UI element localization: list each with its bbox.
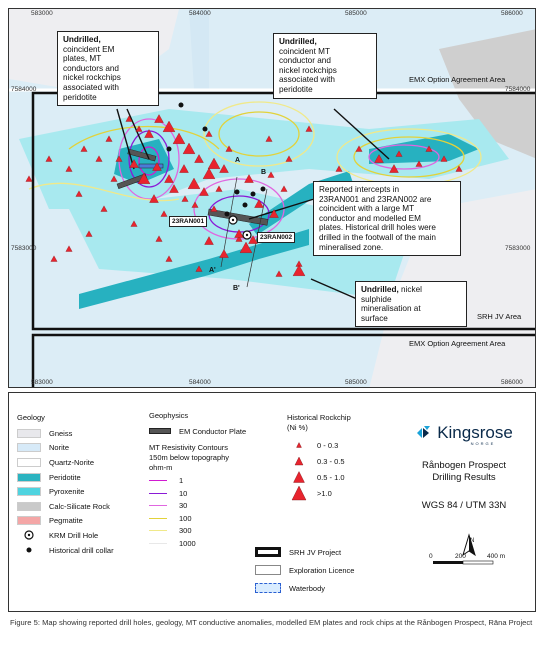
geology-swatch xyxy=(17,487,41,496)
legend-historical-collar xyxy=(17,543,114,558)
mt-contour-label: 1000 xyxy=(179,538,196,548)
mt-contour-swatch xyxy=(149,505,167,506)
legend-srh-jv xyxy=(255,543,354,561)
callout-undrilled-nickel-sulphide xyxy=(355,281,467,327)
rockchip-triangle-icon xyxy=(287,437,311,453)
coord-top-585000: 585000 xyxy=(345,10,367,17)
callout-undrilled-em-plates xyxy=(57,31,159,106)
legend-geology-item xyxy=(17,441,114,456)
figure-caption: Figure 5: Map showing reported drill holes, geology, MT conductive anomalies, modelled EM plates and rock chips at the Rånbogen Prospect, Rāna Project xyxy=(10,618,533,627)
legend-em-plate xyxy=(149,424,289,439)
callout-1-line: coincident EM xyxy=(63,44,115,54)
scale-bar-seg xyxy=(433,561,463,564)
coord-top-583000: 583000 xyxy=(31,10,53,17)
legend-mt-contour xyxy=(149,525,289,538)
kingsrose-logo xyxy=(399,423,529,443)
scale-label-200: 200 xyxy=(455,553,466,560)
waterbody-swatch xyxy=(255,583,281,593)
emx-option-label-bottom: EMX Option Agreement Area xyxy=(409,339,506,348)
mt-contour-swatch xyxy=(149,480,167,481)
mt-contour-label: 30 xyxy=(179,501,188,511)
mt-title-line: ohm-m xyxy=(149,462,173,472)
legend-mt-contour xyxy=(149,475,289,488)
mt-contour-swatch xyxy=(149,493,167,494)
callout-4-bold: Undrilled, xyxy=(361,285,399,294)
section-label-a: A xyxy=(235,157,241,164)
callout-1-line: associated with xyxy=(63,82,119,92)
exploration-swatch xyxy=(255,565,281,575)
mt-title xyxy=(149,443,289,473)
emx-option-label-top: EMX Option Agreement Area xyxy=(409,75,506,84)
callout-1-line: plates, MT xyxy=(63,54,102,64)
coord-top-584000: 584000 xyxy=(189,10,211,17)
rockchip-triangle-icon xyxy=(287,453,311,469)
coord-left-7584000: 7584000 xyxy=(11,86,37,93)
geology-swatch xyxy=(17,458,41,467)
rockchip-title xyxy=(287,413,351,433)
callout-2-line: coincident MT xyxy=(279,46,330,56)
mt-title-line: MT Resistivity Contours xyxy=(149,442,229,452)
coord-right-7584000: 7584000 xyxy=(505,86,531,93)
boundary-legend xyxy=(255,543,354,597)
coord-bottom-585000: 585000 xyxy=(345,379,367,386)
legend-rockchip-item xyxy=(287,485,351,501)
project-title-line: Drilling Results xyxy=(432,472,496,483)
mt-contour-label: 1 xyxy=(179,476,184,486)
exploration-label: Exploration Licence xyxy=(289,565,355,575)
callout-2-bold: Undrilled, xyxy=(279,37,317,46)
project-title-line: Rånbogen Prospect xyxy=(422,460,506,471)
crs-label: WGS 84 / UTM 33N xyxy=(421,500,507,511)
kingsrose-logo-icon xyxy=(415,425,433,441)
geology-title: Geology xyxy=(17,413,45,422)
project-title xyxy=(399,460,529,484)
legend-rockchip-item xyxy=(287,453,351,469)
geology-label: Pyroxenite xyxy=(49,487,85,497)
callout-reported-intercepts xyxy=(313,181,461,256)
legend-geology-item xyxy=(17,484,114,499)
callout-3-line: 23RAN001 and 23RAN002 are xyxy=(319,194,432,204)
legend-mt-contour xyxy=(149,512,289,525)
callout-4-line: mineralisation at xyxy=(361,304,421,314)
rockchip-label: 0 - 0.3 xyxy=(317,440,339,450)
legend-panel xyxy=(8,392,536,612)
srh-jv-label: SRH JV Project xyxy=(289,547,342,557)
callout-2-line: nickel rockchips xyxy=(279,65,337,75)
mt-contour-swatch xyxy=(149,543,167,544)
krm-hole-label: KRM Drill Hole xyxy=(49,530,99,540)
em-plate-label: EM Conductor Plate xyxy=(179,426,247,436)
geology-label: Calc-Silicate Rock xyxy=(49,501,110,511)
geology-label: Norite xyxy=(49,443,70,453)
waterbody-label: Waterbody xyxy=(289,583,325,593)
rockchip-label: 0.3 - 0.5 xyxy=(317,456,345,466)
callout-1-bold: Undrilled, xyxy=(63,35,101,44)
srh-jv-label: SRH JV Area xyxy=(477,312,522,321)
callout-undrilled-mt-conductor xyxy=(273,33,377,99)
legend-krm-hole xyxy=(17,528,114,543)
em-plate-swatch xyxy=(149,428,171,434)
rockchip-title-line: (Ni %) xyxy=(287,423,308,432)
geology-swatch xyxy=(17,516,41,525)
geology-label: Gneiss xyxy=(49,428,73,438)
legend-mt-contour xyxy=(149,500,289,513)
callout-3-line: mineralised zone. xyxy=(319,242,384,252)
geology-label: Quartz-Norite xyxy=(49,457,95,467)
callout-3-line: conductor and modelled EM xyxy=(319,213,421,223)
rockchip-label: 0.5 - 1.0 xyxy=(317,472,345,482)
callout-4-line: sulphide xyxy=(361,294,392,304)
section-label-b: B xyxy=(261,169,267,176)
rockchip-label: >1.0 xyxy=(317,488,332,498)
mt-contour-swatch xyxy=(149,518,167,519)
mt-contour-label: 10 xyxy=(179,488,188,498)
geology-swatch xyxy=(17,473,41,482)
legend-rockchip-item xyxy=(287,469,351,485)
callout-4-rest: nickel xyxy=(398,285,422,294)
mt-contour-label: 300 xyxy=(179,526,192,536)
coord-bottom-583000: 583000 xyxy=(31,379,53,386)
legend-geology-item xyxy=(17,455,114,470)
geology-legend xyxy=(17,413,114,557)
callout-2-line: associated with xyxy=(279,75,335,85)
callout-1-line: conductors and xyxy=(63,63,119,73)
legend-exploration xyxy=(255,561,354,579)
legend-geology-item xyxy=(17,499,114,514)
legend-rockchip-item xyxy=(287,437,351,453)
mt-title-line: 150m below topography xyxy=(149,452,230,462)
scale-label-400: 400 m xyxy=(487,553,506,560)
section-label-a-prime: A' xyxy=(209,267,216,274)
title-block xyxy=(399,423,529,511)
callout-3-line: Reported intercepts in xyxy=(319,185,400,194)
north-label: N xyxy=(470,538,475,544)
logo-subtext: NORGE xyxy=(470,441,496,446)
mt-contour-label: 100 xyxy=(179,513,192,523)
rockchip-triangle-icon xyxy=(287,485,311,501)
geology-swatch xyxy=(17,443,41,452)
geophysics-legend xyxy=(149,411,289,550)
callout-3-line: plates. Historical drill holes were xyxy=(319,223,436,233)
srh-jv-swatch xyxy=(255,547,281,557)
rockchip-title-line: Historical Rockchip xyxy=(287,413,351,422)
callout-4-line: surface xyxy=(361,313,388,323)
scale-label-0: 0 xyxy=(429,553,433,560)
geophysics-title: Geophysics xyxy=(149,411,189,420)
coord-top-586000: 586000 xyxy=(501,10,523,17)
coord-bottom-586000: 586000 xyxy=(501,379,523,386)
hole-label-23ran001: 23RAN001 xyxy=(169,216,207,227)
coord-right-7583000: 7583000 xyxy=(505,245,531,252)
hole-label-23ran002: 23RAN002 xyxy=(257,232,295,243)
rockchip-legend xyxy=(287,413,351,501)
map-panel xyxy=(8,8,536,388)
mt-contour-swatch xyxy=(149,530,167,531)
legend-waterbody xyxy=(255,579,354,597)
callout-2-line: conductor and xyxy=(279,56,331,66)
section-label-b-prime: B' xyxy=(233,285,240,292)
historical-collar-label: Historical drill collar xyxy=(49,545,114,555)
coord-bottom-584000: 584000 xyxy=(189,379,211,386)
callout-1-line: nickel rockchips xyxy=(63,73,121,83)
callout-3-line: drilled in the footwall of the main xyxy=(319,232,436,242)
coord-left-7583000: 7583000 xyxy=(11,245,37,252)
geology-swatch xyxy=(17,429,41,438)
callout-1-line: peridotite xyxy=(63,92,97,102)
legend-geology-item xyxy=(17,426,114,441)
legend-geology-item xyxy=(17,514,114,529)
legend-geology-item xyxy=(17,470,114,485)
geology-label: Peridotite xyxy=(49,472,81,482)
scale-bar-seg xyxy=(463,561,493,564)
geology-swatch xyxy=(17,502,41,511)
geology-label: Pegmatite xyxy=(49,516,83,526)
legend-mt-contour xyxy=(149,487,289,500)
callout-2-line: peridotite xyxy=(279,84,313,94)
kingsrose-logo-text: Kingsrose xyxy=(437,423,513,442)
rockchip-triangle-icon xyxy=(287,469,311,485)
callout-3-line: coincident with a large MT xyxy=(319,204,415,214)
